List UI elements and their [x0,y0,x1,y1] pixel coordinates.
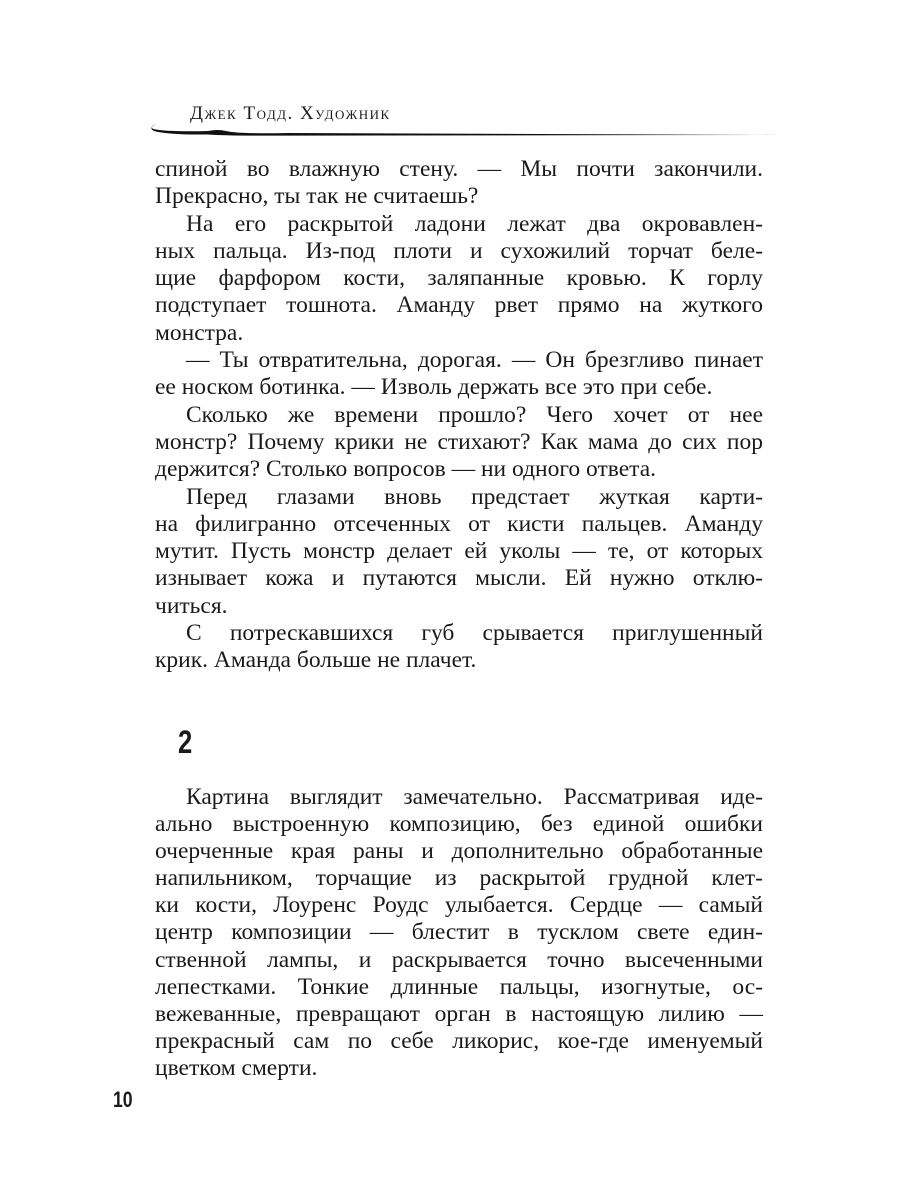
section-2-text [155,784,763,1082]
paragraph [155,620,763,675]
text-line: лепестками. Тонкие длинные пальцы, изогнутые, ос- [155,973,763,1000]
chapter-number: 2 [178,724,193,760]
running-head: Джек Тодд. Художник [190,103,391,124]
paragraph [155,484,763,620]
text-line: ных пальца. Из-под плоти и сухожилий торчат беле- [155,237,763,264]
text-line: Картина выглядит замечательно. Рассматривая иде- [186,784,763,810]
text-line: спиной во влажную стену. — Мы почти закончили. [155,156,763,182]
text-line: монстра. [155,319,244,346]
text-line: напильником, торчащие из раскрытой грудной клет- [155,865,763,892]
text-line: монстр? Почему крики не стихают? Как мама до сих пор [155,428,763,455]
text-line: Прекрасно, ты так не считаешь? [155,183,479,210]
paragraph [155,784,763,1082]
text-line: очерченные края раны и дополнительно обработанные [155,838,763,865]
text-line: мутит. Пусть монстр делает ей уколы — те, от которых [155,538,763,565]
text-line: Сколько же времени прошло? Чего хочет от нее [186,401,763,428]
header-rule-swoosh [148,118,778,140]
text-line: прекрасный сам по себе ликорис, кое-где именуемый [155,1027,763,1054]
text-line: держится? Столько вопросов — ни одного ответа. [155,456,657,483]
text-line: ственной лампы, и раскрывается точно высеченными [155,946,763,973]
text-line: — Ты отвратительна, дорогая. — Он брезгливо пинает [186,347,763,374]
text-line: ально выстроенную композицию, без единой ошибки [155,811,763,838]
text-line: крик. Аманда больше не плачет. [155,647,477,674]
text-line: подступает тошнота. Аманду рвет прямо на жуткого [155,292,763,319]
paragraph [155,347,763,402]
paragraph [155,211,763,347]
text-line: ки кости, Лоуренс Роудс улыбается. Сердце — самый [155,892,763,919]
text-line: на филигранно отсеченных от кисти пальцев. Аманду [155,510,763,537]
paragraph [155,402,763,484]
page-number: 10 [113,1087,133,1112]
text-line: С потрескавшихся губ срывается приглушенный [186,620,763,647]
text-line: изнывает кожа и путаются мысли. Ей нужно отклю- [155,565,763,592]
text-line: читься. [155,592,228,619]
paragraph [155,156,763,211]
text-line: Перед глазами вновь предстает жуткая карти- [186,483,763,510]
section-1-text [155,156,763,675]
text-line: цветком смерти. [155,1054,318,1081]
text-line: На его раскрытой ладони лежат два окровавлен- [186,210,763,237]
text-line: щие фарфором кости, заляпанные кровью. К горлу [155,265,763,292]
text-line: ее носком ботинка. — Изволь держать все это при себе. [155,374,713,401]
text-line: вежеванные, превращают орган в настоящую лилию — [155,1000,763,1027]
text-line: центр композиции — блестит в тусклом свете един- [155,919,763,946]
